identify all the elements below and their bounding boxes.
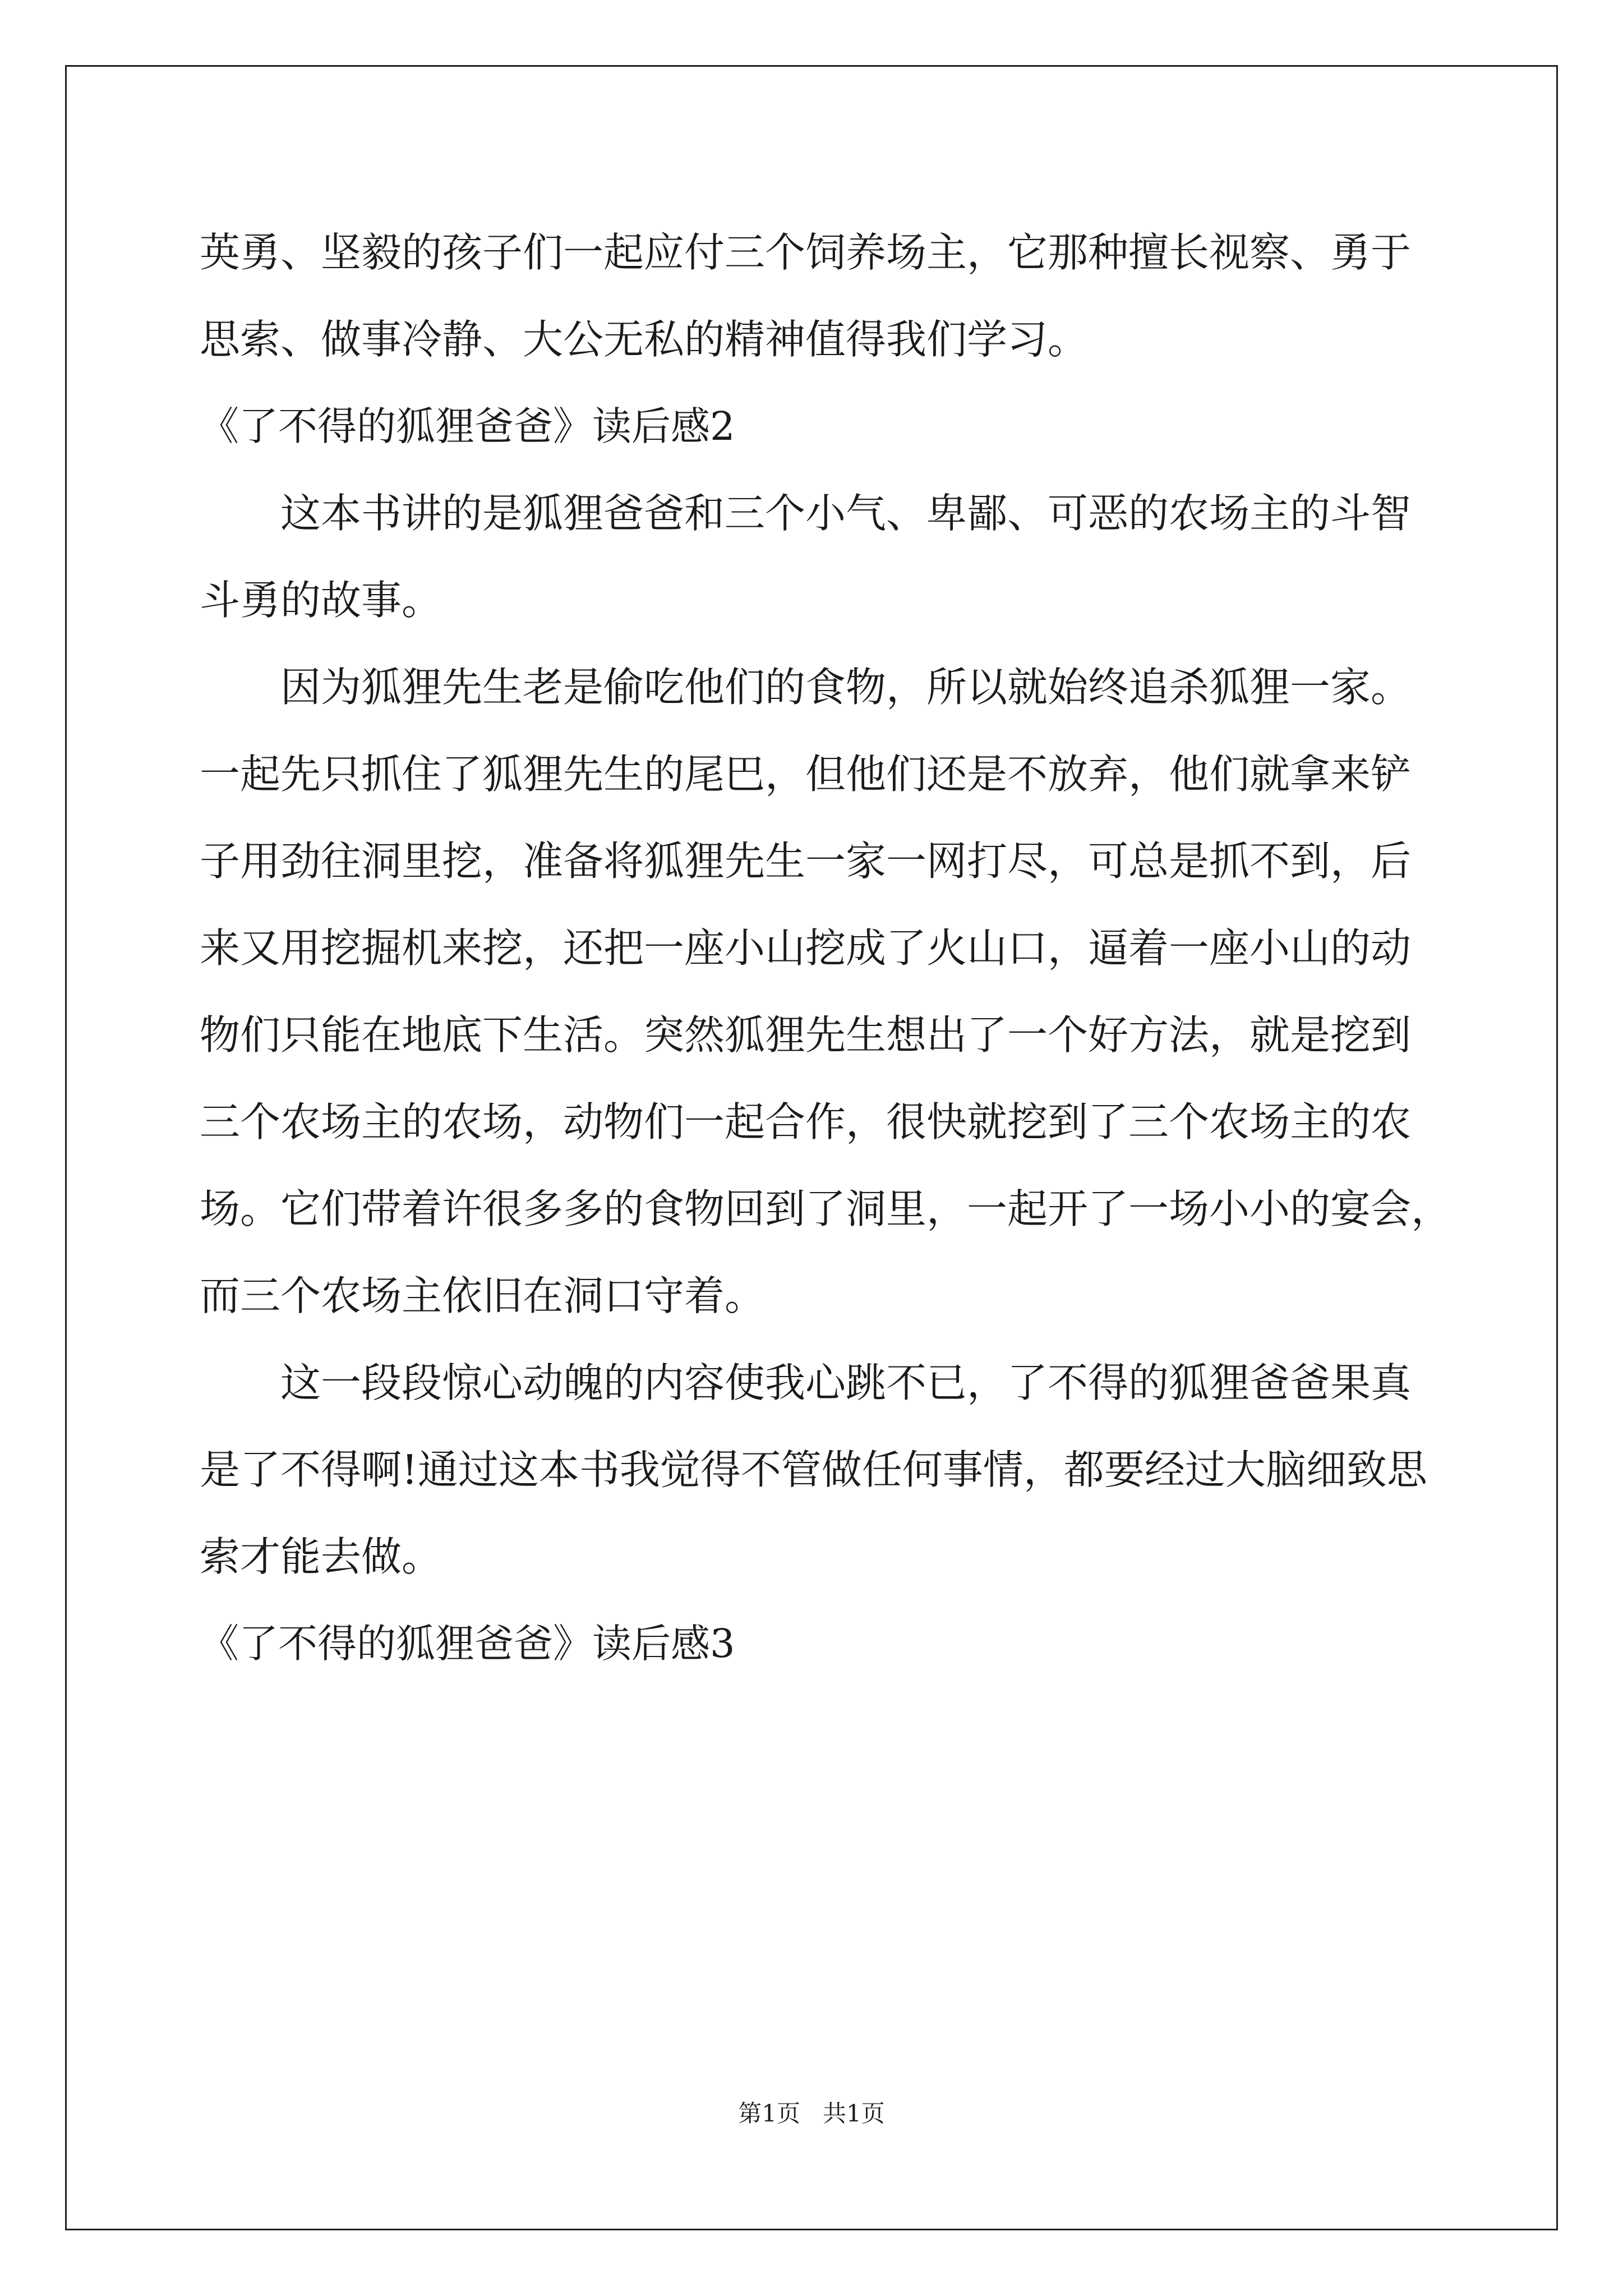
text-line: 斗勇的故事。: [200, 577, 442, 624]
text-line: 这一段段惊心动魄的内容使我心跳不已，了不得的狐狸爸爸果真: [280, 1359, 1412, 1406]
text-line: 来又用挖掘机来挖，还把一座小山挖成了火山口，逼着一座小山的动: [200, 924, 1412, 972]
text-line: 思索、做事冷静、大公无私的精神值得我们学习。: [200, 316, 1089, 363]
page-number-footer: 第1页 共1页: [738, 2100, 885, 2127]
text-line: 索才能去做。: [200, 1533, 442, 1580]
text-line: 场。它们带着许很多多的食物回到了洞里，一起开了一场小小的宴会，: [200, 1185, 1452, 1232]
text-line: 是了不得啊!通过这本书我觉得不管做任何事情，都要经过大脑细致思: [200, 1446, 1427, 1493]
text-line: 因为狐狸先生老是偷吃他们的食物，所以就始终追杀狐狸一家。: [280, 664, 1412, 711]
text-line: 而三个农场主依旧在洞口守着。: [200, 1272, 766, 1319]
section-heading: 《了不得的狐狸爸爸》读后感3: [200, 1621, 735, 1667]
text-line: 三个农场主的农场，动物们一起合作，很快就挖到了三个农场主的农: [200, 1098, 1412, 1145]
text-line: 一起先只抓住了狐狸先生的尾巴，但他们还是不放弃，他们就拿来铲: [200, 751, 1412, 798]
text-line: 英勇、坚毅的孩子们一起应付三个饲养场主，它那种擅长视察、勇于: [200, 229, 1412, 276]
document-body: [200, 219, 1452, 1697]
text-line: 物们只能在地底下生活。突然狐狸先生想出了一个好方法，就是挖到: [200, 1011, 1412, 1059]
section-heading: 《了不得的狐狸爸爸》读后感2: [200, 403, 735, 449]
text-line: 子用劲往洞里挖，准备将狐狸先生一家一网打尽，可总是抓不到，后: [200, 838, 1412, 885]
text-line: 这本书讲的是狐狸爸爸和三个小气、卑鄙、可恶的农场主的斗智: [280, 490, 1412, 537]
